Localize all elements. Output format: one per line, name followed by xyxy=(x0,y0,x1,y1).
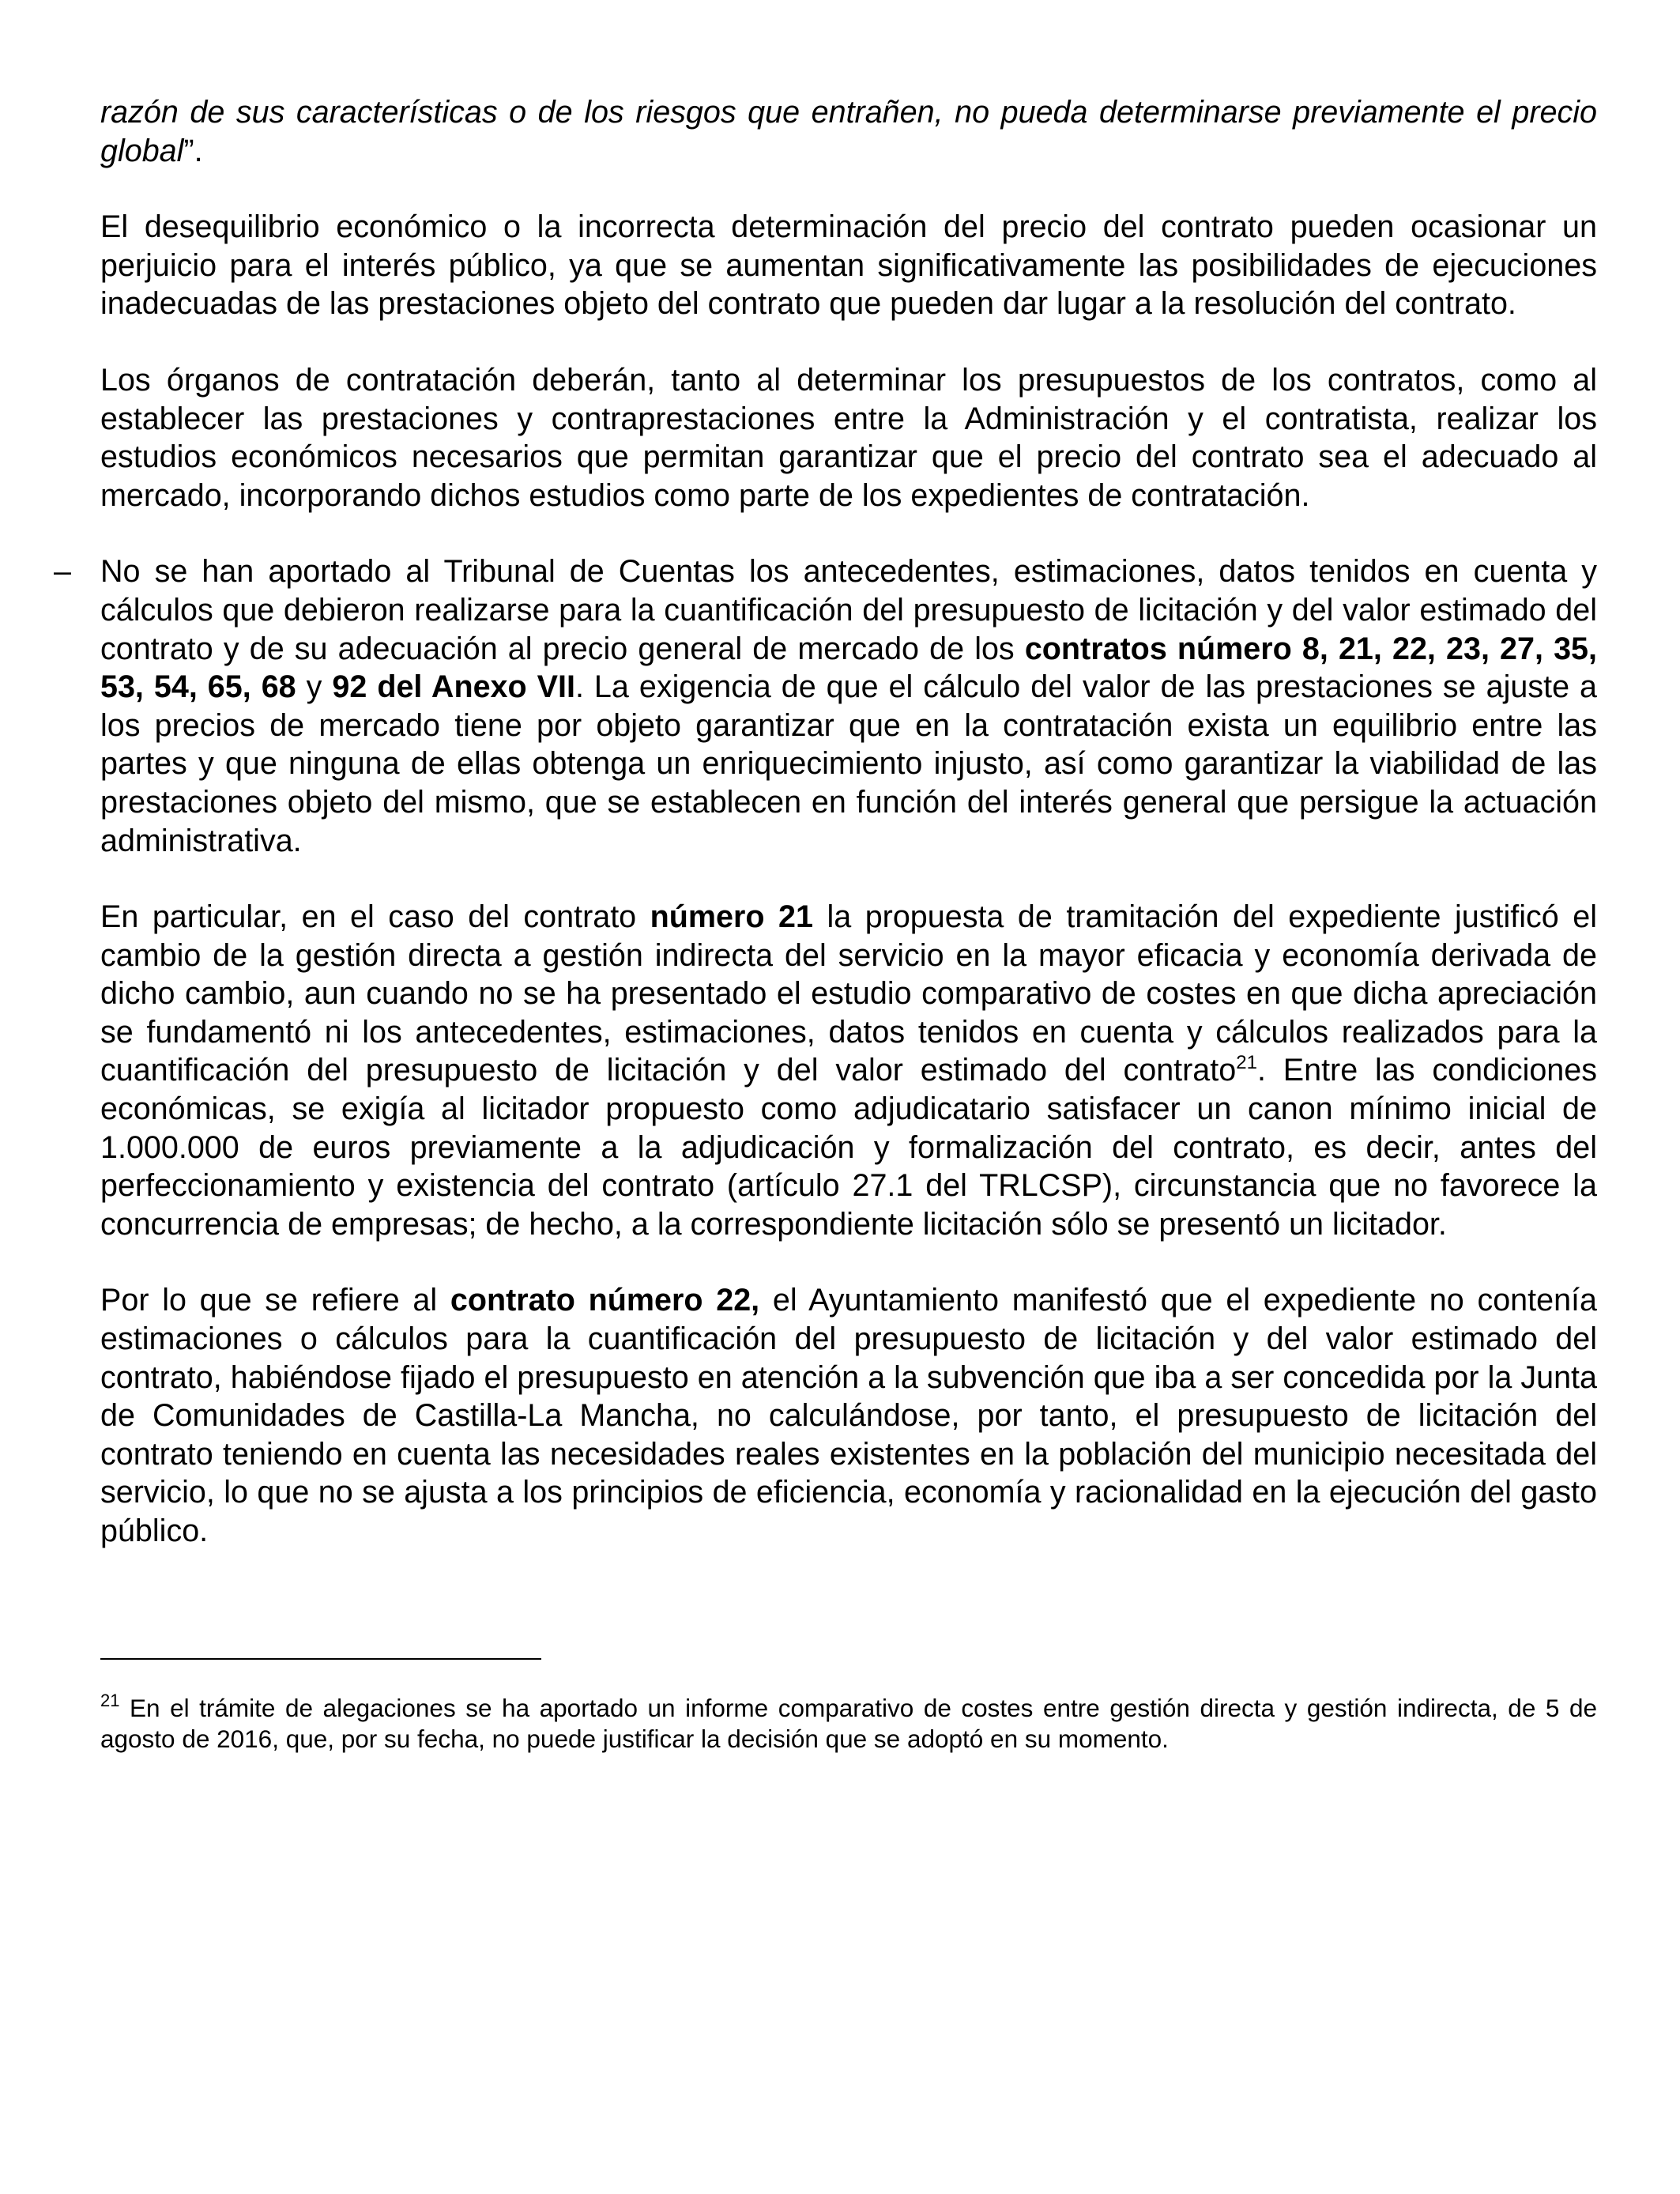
para22-bold: contrato número 22, xyxy=(450,1283,760,1318)
intro-quote-close: ”. xyxy=(183,133,203,168)
bullet-bold-contracts: contratos número 8, 21, 22, 23, 27, 35, 53, 54, 65, 68 xyxy=(100,631,1597,705)
bullet-text-after: . La exigencia de que el cálculo del valor de las prestaciones se ajuste a los precios de mercado tiene por objeto garantizar que en la contratación exista un equilibrio entre las partes y que ninguna de ellas obtenga un enriquecimiento injusto, así como garantizar la viabilidad de las prestaciones objeto del mismo, que se establecen en función del interés general que persigue la actuación administrativa. xyxy=(100,669,1598,858)
footnote-number: 21 xyxy=(100,1691,120,1710)
para22-text-after: el Ayuntamiento manifestó que el expediente no contenía estimaciones o cálculos para la cuantificación del presupuesto de licitación y del valor estimado del contrato, habiéndose fijado el presupuesto en atención a la subvención que iba a ser concedida por la Junta de Comunidades de Castilla-La Mancha, no calculándose, por tanto, el presupuesto de licitación del contrato teniendo en cuenta las necesidades reales existentes en la población del municipio necesitada del servicio, lo que no se ajusta a los principios de eficiencia, economía y racionalidad en la ejecución del gasto público. xyxy=(100,1283,1597,1548)
footnote-divider xyxy=(100,1658,541,1660)
dash-bullet-icon: – xyxy=(54,554,71,590)
bullet-bold-annex: 92 del Anexo VII xyxy=(332,669,575,705)
paragraph-organos-contratacion: Los órganos de contratación deberán, tanto al determinar los presupuestos de los contratos, como al establecer las prestaciones y contraprestaciones entre la Administración y el contratista, realizar los estudios económicos necesarios que permitan garantizar que el precio del contrato sea el adecuado al mercado, incorporando dichos estudios como parte de los expedientes de contratación. xyxy=(100,362,1597,513)
bullet-text-before: No se han aportado al Tribunal de Cuentas los antecedentes, estimaciones, datos tenidos en cuenta y cálculos que debieron realizarse para la cuantificación del presupuesto de licitación y del valor estimado del contrato y de su adecuación al precio general de mercado de los xyxy=(100,554,1597,666)
paragraph-desequilibrio: El desequilibrio económico o la incorrecta determinación del precio del contrato pueden ocasionar un perjuicio para el interés público, ya que se aumentan significativamente las posibilidades de ejecuciones inadecuadas de las prestaciones objeto del contrato que pueden dar lugar a la resolución del contrato. xyxy=(100,209,1597,322)
para21-text-middle: la propuesta de tramitación del expediente justificó el cambio de la gestión directa a gestión indirecta del servicio en la mayor eficacia y economía derivada de dicho cambio, aun cuando no se ha presentado el estudio comparativo de costes en que dicha apreciación se fundamentó ni los antecedentes, estimaciones, datos tenidos en cuenta y cálculos realizados para la cuantificación del presupuesto de licitación y del valor estimado del contrato xyxy=(100,899,1597,1088)
footnote-text: En el trámite de alegaciones se ha aportado un informe comparativo de costes entre gestión directa y gestión indirecta, de 5 de agosto de 2016, que, por su fecha, no puede justificar la decisión que se adoptó en su momento. xyxy=(100,1694,1597,1753)
para21-bold: número 21 xyxy=(650,899,813,935)
bullet-connector: y xyxy=(296,669,333,705)
footnote-reference[interactable]: 21 xyxy=(1236,1052,1257,1074)
document-body xyxy=(54,93,1598,1589)
para21-text-after: . Entre las condiciones económicas, se exigía al licitador propuesto como adjudicatario satisfacer un canon mínimo inicial de 1.000.000 de euros previamente a la adjudicación y formalización del contrato, es decir, antes del perfeccionamiento y existencia del contrato (artículo 27.1 del TRLCSP), circunstancia que no favorece la concurrencia de empresas; de hecho, a la correspondiente licitación sólo se presentó un licitador. xyxy=(100,1053,1597,1242)
paragraph-contrato-22 xyxy=(100,1281,1597,1550)
footnote xyxy=(100,1693,1597,1754)
para22-text-before: Por lo que se refiere al xyxy=(100,1283,450,1318)
para21-text-before: En particular, en el caso del contrato xyxy=(100,899,650,935)
paragraph-contrato-21 xyxy=(100,898,1597,1243)
intro-quote-text: razón de sus características o de los riesgos que entrañen, no pueda determinarse previamente el precio global xyxy=(100,95,1597,168)
intro-quote-paragraph xyxy=(100,93,1597,170)
bullet-paragraph xyxy=(100,552,1597,860)
bullet-item-antecedentes xyxy=(54,552,1598,860)
